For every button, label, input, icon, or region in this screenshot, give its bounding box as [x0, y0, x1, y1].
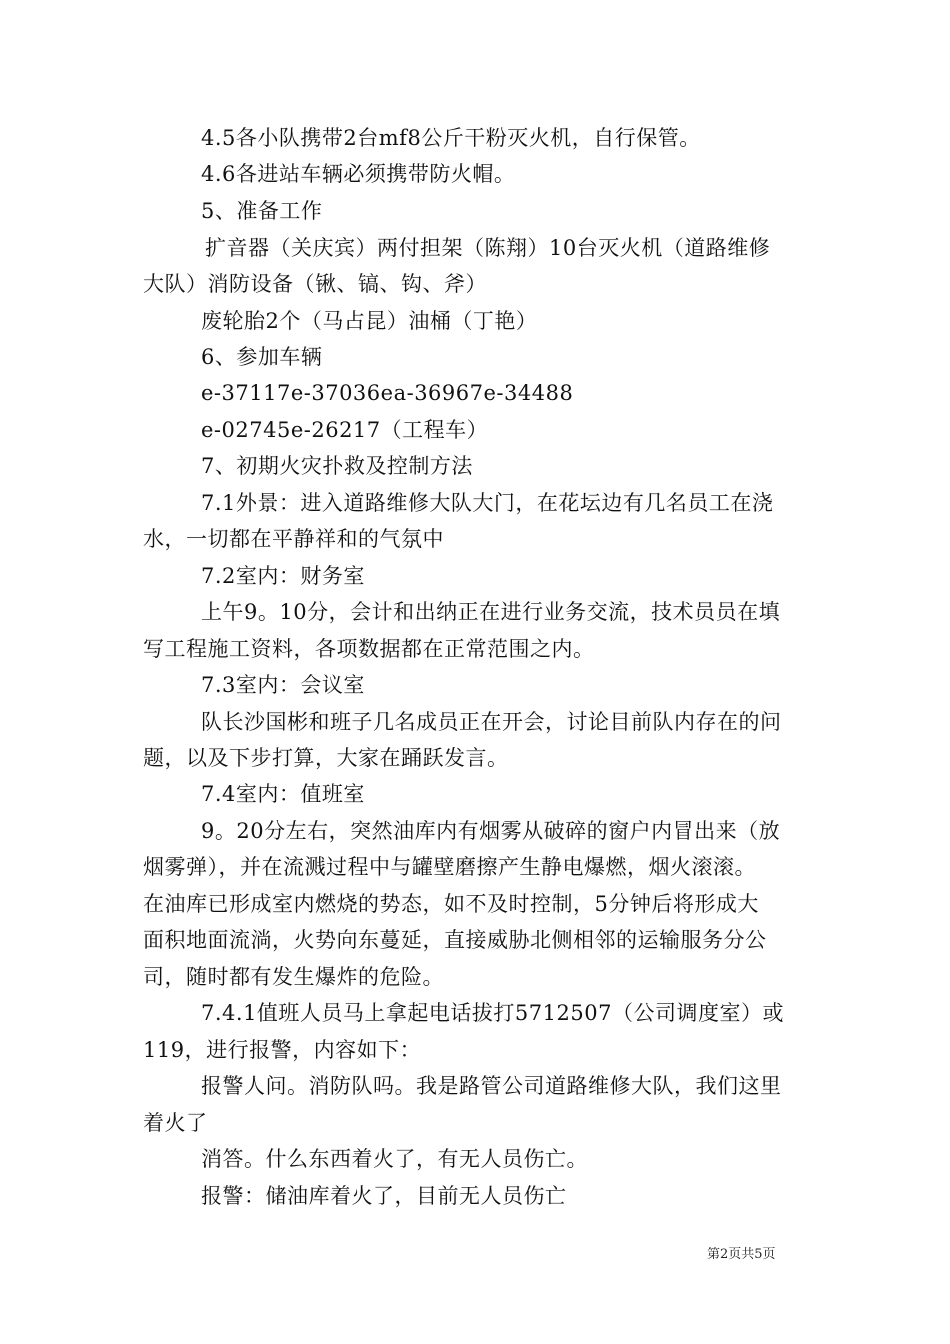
- text-line: 写工程施工资料，各项数据都在正常范围之内。: [143, 637, 595, 661]
- text-line: 4.5各小队携带2台mf8公斤干粉灭火机，自行保管。: [201, 126, 701, 150]
- text-line: 面积地面流淌，火势向东蔓延，直接威胁北侧相邻的运输服务分公: [143, 928, 767, 952]
- text-line: 司，随时都有发生爆炸的危险。: [143, 965, 444, 989]
- text-line: 废轮胎2个（马占昆）油桶（丁艳）: [201, 309, 538, 333]
- text-line: 119，进行报警，内容如下：: [143, 1038, 422, 1062]
- section-heading: 5、准备工作: [201, 199, 323, 223]
- text-line: 在油库已形成室内燃烧的势态，如不及时控制，5分钟后将形成大: [143, 892, 759, 916]
- text-line: 4.6各进站车辆必须携带防火帽。: [201, 162, 516, 186]
- text-line: 着火了: [143, 1111, 208, 1135]
- page-number: 第2页共5页: [707, 1247, 776, 1262]
- text-line: 7.4室内：值班室: [201, 782, 365, 806]
- text-line: 队长沙国彬和班子几名成员正在开会，讨论目前队内存在的问: [201, 710, 782, 734]
- text-line: 水，一切都在平静祥和的气氛中: [143, 527, 444, 551]
- text-line: 扩音器（关庆宾）两付担架（陈翔）10台灭火机（道路维修: [205, 236, 771, 260]
- text-line: 7.1外景：进入道路维修大队大门，在花坛边有几名员工在浇: [201, 491, 774, 515]
- text-line: 7.4.1值班人员马上拿起电话拔打5712507（公司调度室）或: [201, 1001, 784, 1025]
- text-line: 题，以及下步打算，大家在踊跃发言。: [143, 746, 509, 770]
- text-line: 9。20分左右，突然油库内有烟雾从破碎的窗户内冒出来（放: [201, 819, 781, 843]
- text-line: 烟雾弹），并在流溅过程中与罐壁磨擦产生静电爆燃，烟火滚滚。: [143, 855, 756, 879]
- text-line: 上午9。10分，会计和出纳正在进行业务交流，技术员员在填: [201, 600, 781, 624]
- section-heading: 7、初期火灾扑救及控制方法: [201, 454, 473, 478]
- text-line: 7.3室内：会议室: [201, 673, 365, 697]
- text-line: e-37117e-37036ea-36967e-34488: [201, 381, 574, 405]
- text-line: 报警：储油库着火了，目前无人员伤亡: [201, 1184, 567, 1208]
- text-line: 7.2室内：财务室: [201, 564, 365, 588]
- text-line: e-02745e-26217（工程车）: [201, 418, 489, 442]
- text-line: 大队）消防设备（锹、镐、钩、斧）: [143, 272, 487, 296]
- section-heading: 6、参加车辆: [201, 345, 323, 369]
- text-line: 报警人问。消防队吗。我是路管公司道路维修大队，我们这里: [201, 1074, 782, 1098]
- text-line: 消答。什么东西着火了，有无人员伤亡。: [201, 1147, 588, 1171]
